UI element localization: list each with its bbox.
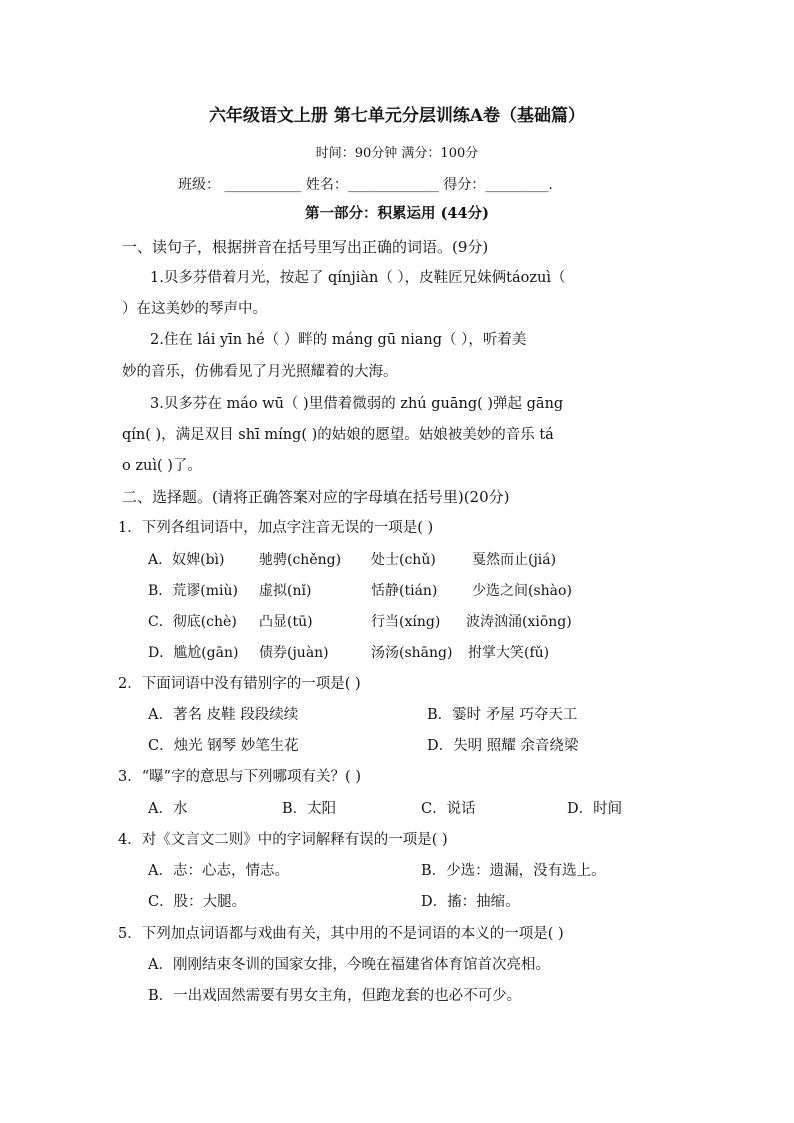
s1-q3-line1: 3.贝多芬在 máo wū（ )里借着微弱的 zhú guāng( )弹起 gāng — [150, 396, 564, 412]
s1-q3-line2: qín( )，满足双目 shī míng( )的姑娘的愿望。姑娘被美妙的音乐 tá — [122, 427, 554, 443]
s1-q1-line2: ）在这美妙的琴声中。 — [122, 301, 267, 317]
s2-q1-C-2: 凸显(tū) — [259, 614, 313, 630]
s2-q4-D: D．搐：抽缩。 — [421, 894, 520, 910]
s1-q2-line2: 妙的音乐，仿佛看见了月光照耀着的大海。 — [122, 364, 398, 380]
s2-q1-stem: 1．下列各组词语中，加点字注音无误的一项是( ) — [118, 520, 434, 536]
s2-q2-A: A．著名 皮鞋 段段续续 — [148, 707, 299, 723]
s2-q3-D: D．时间 — [567, 801, 623, 817]
s2-q1-D-1: D．尴尬(gān) — [148, 645, 239, 661]
s1-q2-line1: 2.住在 lái yīn hé（ ）畔的 máng gū niang（ ），听着美 — [150, 332, 527, 348]
s2-q4-C: C．股：大腿。 — [148, 894, 247, 910]
s2-q1-C-4: 波涛汹涌(xiōng) — [466, 614, 572, 630]
s2-q4-A: A．志：心志，情志。 — [148, 863, 289, 879]
s2-q1-B-3: 恬静(tián) — [371, 583, 438, 599]
s2-q1-C-1: C．彻底(chè) — [148, 614, 237, 630]
s2-q1-A-2: 驰骋(chěng) — [259, 552, 342, 568]
student-info-line: 班级： ___________ 姓名：_____________ 得分：_________. — [178, 177, 553, 193]
s1-q3-line3: o zuì( )了。 — [122, 458, 202, 474]
s2-q1-A-4: 戛然而止(jiá) — [472, 552, 557, 568]
s2-q3-C: C．说话 — [421, 801, 476, 817]
s2-q2-stem: 2．下面词语中没有错别字的一项是( ) — [118, 676, 361, 692]
section1-title: 一、读句子，根据拼音在括号里写出正确的词语。(9分) — [122, 238, 489, 256]
part1-title: 第一部分：积累运用 (44分) — [305, 205, 489, 222]
section2-title: 二、选择题。(请将正确答案对应的字母填在括号里)(20分) — [122, 488, 510, 506]
s2-q3-B: B．太阳 — [282, 801, 337, 817]
s2-q3-stem: 3．“曝”字的意思与下列哪项有关？( ) — [118, 769, 361, 785]
s2-q4-B: B．少选：遗漏，没有选上。 — [421, 863, 606, 879]
s2-q1-D-4: 拊掌大笑(fǔ) — [468, 645, 550, 661]
s2-q3-A: A．水 — [148, 801, 188, 817]
s2-q1-B-2: 虚拟(nǐ) — [259, 583, 312, 599]
page-title: 六年级语文上册 第七单元分层训练A卷（基础篇） — [208, 106, 586, 126]
s2-q1-A-3: 处士(chǔ) — [371, 552, 436, 568]
s2-q1-B-4: 少选之间(shào) — [472, 583, 572, 599]
s2-q2-D: D．失明 照耀 余音绕梁 — [427, 738, 579, 754]
s2-q1-A-1: A．奴婢(bì) — [148, 552, 225, 568]
s2-q5-A: A．刚刚结束冬训的国家女排，今晚在福建省体育馆首次亮相。 — [148, 957, 550, 973]
s2-q1-D-2: 债券(juàn) — [259, 645, 329, 661]
s2-q1-B-1: B．荒谬(miù) — [148, 583, 238, 599]
s2-q2-C: C．烛光 钢琴 妙笔生花 — [148, 738, 299, 754]
s2-q1-C-3: 行当(xíng) — [371, 614, 441, 630]
s2-q4-stem: 4．对《文言文二则》中的字词解释有误的一项是( ) — [118, 832, 448, 848]
time-info: 时间：90分钟 满分：100分 — [315, 146, 479, 161]
s2-q1-D-3: 汤汤(shāng) — [371, 645, 453, 661]
s2-q5-B: B．一出戏固然需要有男女主角，但跑龙套的也必不可少。 — [148, 988, 522, 1004]
s2-q2-B: B．霎时 矛屋 巧夺天工 — [427, 707, 578, 723]
s1-q1-line1: 1.贝多芬借着月光，按起了 qínjiàn（ ），皮鞋匠兄妹俩táozuì（ — [150, 270, 566, 286]
s2-q5-stem: 5．下列加点词语都与戏曲有关，其中用的不是词语的本义的一项是( ) — [118, 926, 564, 942]
